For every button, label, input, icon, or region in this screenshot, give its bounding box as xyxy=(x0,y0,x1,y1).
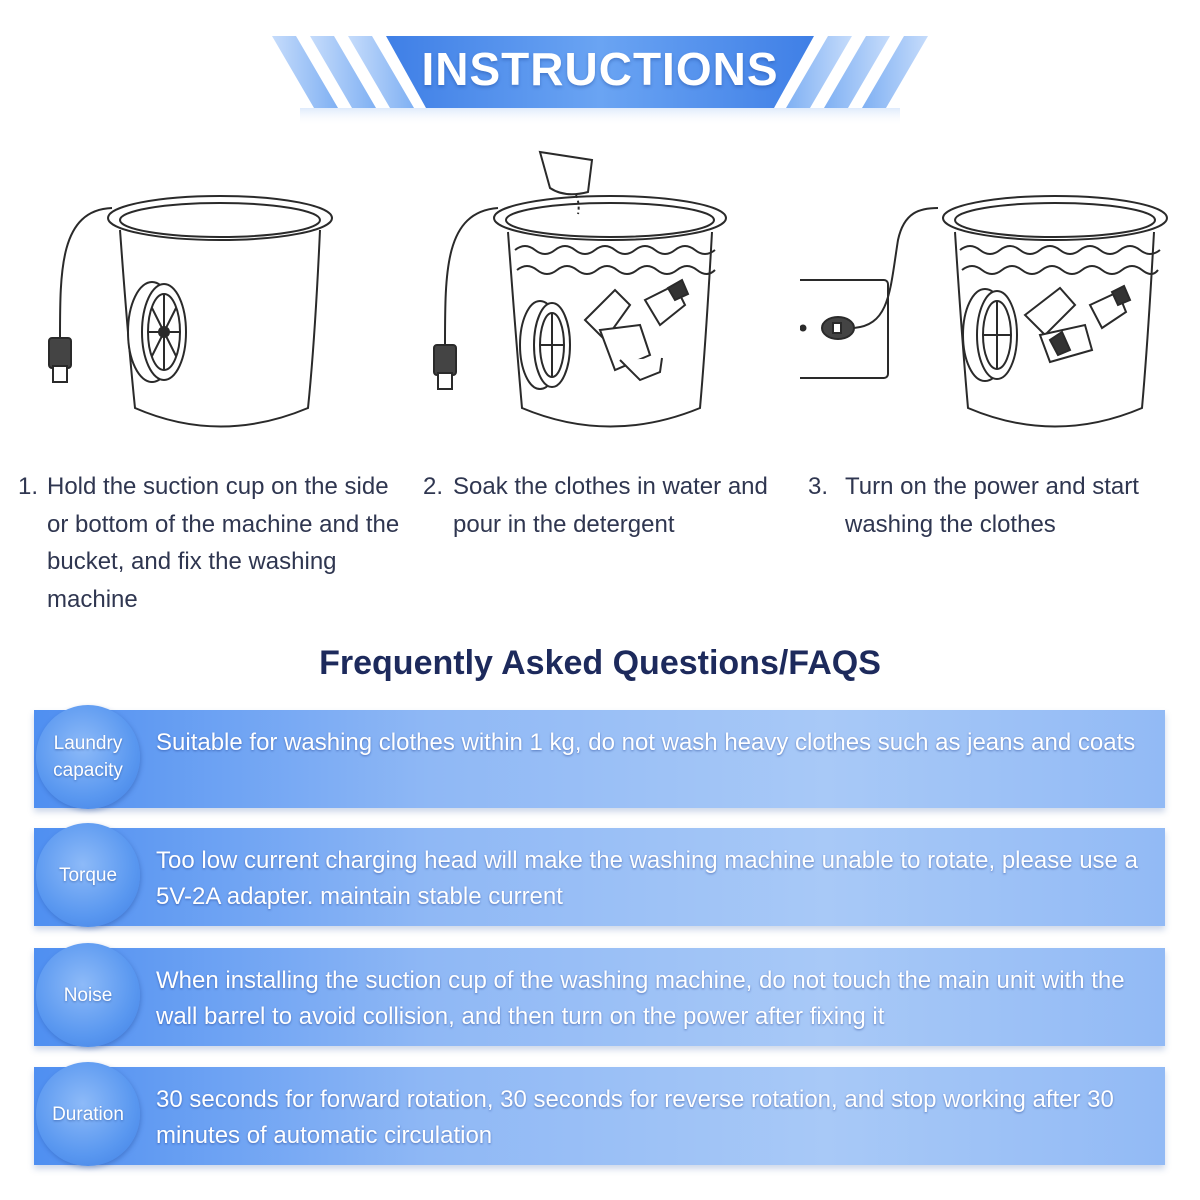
faq-answer: Suitable for washing clothes within 1 kg, do not wash heavy clothes such as jeans and coats xyxy=(156,729,1136,756)
faq-label: Noise xyxy=(63,984,113,1006)
faq-row-laundry-capacity xyxy=(34,710,1165,808)
banner-title: INSTRUCTIONS xyxy=(421,43,779,95)
step-2-illustration xyxy=(400,140,800,450)
bucket-with-power-socket-icon xyxy=(800,140,1200,450)
faq-label: Laundry capacity xyxy=(53,733,123,781)
step-3-text: Turn on the power and start washing the clothes xyxy=(845,473,1139,538)
faq-label: Torque xyxy=(58,864,118,886)
step-3-illustration xyxy=(800,140,1200,450)
faq-row-noise xyxy=(34,948,1165,1046)
faq-label: Duration xyxy=(52,1103,124,1125)
step-2-number: 2. xyxy=(423,473,444,500)
bucket-with-suction-cup-icon xyxy=(0,140,400,450)
faq-answer: When installing the suction cup of the washing machine, do not touch the main unit with the wall barrel to avoid collision, and then turn on the power after fixing it xyxy=(156,967,1125,1030)
faq-answer: 30 seconds for forward rotation, 30 seconds for reverse rotation, and stop working after 30 minutes of automatic circulation xyxy=(156,1086,1114,1149)
step-3-number: 3. xyxy=(808,473,829,500)
faq-label-badge xyxy=(36,823,140,927)
instructions-banner xyxy=(0,0,1200,130)
step-1-number: 1. xyxy=(18,473,39,500)
faq-row-torque xyxy=(34,828,1165,926)
bucket-with-detergent-icon xyxy=(400,140,800,450)
faq-label-badge xyxy=(36,943,140,1047)
faq-row-duration xyxy=(34,1067,1165,1165)
faq-label-badge xyxy=(36,1062,140,1166)
step-1-text: Hold the suction cup on the side or bottom of the machine and the bucket, and fix the washing machine xyxy=(47,473,400,613)
step-1-illustration xyxy=(0,140,400,450)
faq-label-badge xyxy=(36,705,140,809)
faq-title: Frequently Asked Questions/FAQS xyxy=(319,644,881,682)
step-2-text: Soak the clothes in water and pour in the detergent xyxy=(453,473,768,538)
faq-answer: Too low current charging head will make the washing machine unable to rotate, please use a 5V-2A adapter. maintain stable current xyxy=(156,847,1138,910)
